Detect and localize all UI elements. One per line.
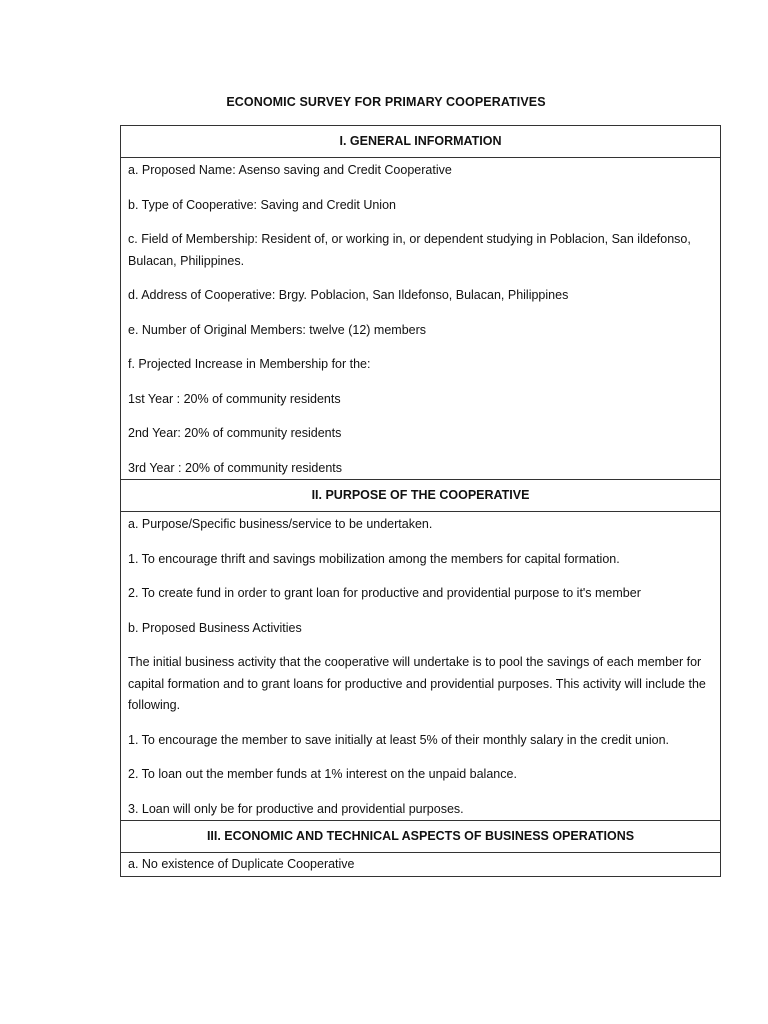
paragraph: b. Proposed Business Activities bbox=[128, 620, 302, 635]
paragraph: 2. To create fund in order to grant loan for productive and providential purpose to it's member bbox=[128, 586, 641, 600]
paragraph: 1. To encourage the member to save initially at least 5% of their monthly salary in the credit union. bbox=[128, 732, 670, 747]
section-body-economic-technical bbox=[121, 853, 721, 877]
survey-table bbox=[120, 125, 721, 877]
paragraph: f. Projected Increase in Membership for the: bbox=[128, 357, 371, 371]
section-body-row bbox=[121, 853, 721, 877]
paragraph: a. Purpose/Specific business/service to be undertaken. bbox=[128, 517, 433, 531]
paragraph: c. Field of Membership: Resident of, or working in, or dependent studying in Poblacion, San ildefonso, Bulacan, Philippines. bbox=[128, 232, 691, 268]
section-body-row bbox=[121, 512, 721, 821]
paragraph: 3rd Year : 20% of community residents bbox=[128, 460, 343, 475]
document-title: ECONOMIC SURVEY FOR PRIMARY COOPERATIVES bbox=[226, 95, 546, 109]
paragraph: 2nd Year: 20% of community residents bbox=[128, 426, 342, 440]
section-body-row bbox=[121, 158, 721, 480]
paragraph: 2. To loan out the member funds at 1% interest on the unpaid balance. bbox=[128, 767, 517, 781]
section-heading-general-information: I. GENERAL INFORMATION bbox=[121, 126, 721, 158]
section-heading-economic-technical: III. ECONOMIC AND TECHNICAL ASPECTS OF BUSINESS OPERATIONS bbox=[121, 821, 721, 853]
paragraph: 3. Loan will only be for productive and providential purposes. bbox=[128, 801, 464, 816]
section-header-row bbox=[121, 126, 721, 158]
section-header-row bbox=[121, 821, 721, 853]
paragraph: b. Type of Cooperative: Saving and Credit Union bbox=[128, 197, 396, 212]
paragraph: d. Address of Cooperative: Brgy. Poblacion, San Ildefonso, Bulacan, Philippines bbox=[128, 288, 569, 302]
paragraph: a. No existence of Duplicate Cooperative bbox=[128, 857, 355, 871]
paragraph: 1. To encourage thrift and savings mobilization among the members for capital formation. bbox=[128, 551, 620, 566]
paragraph: The initial business activity that the cooperative will undertake is to pool the savings of each member for capital formation and to grant loans for productive and providential purposes. This activity will include the following. bbox=[128, 655, 706, 712]
section-header-row bbox=[121, 480, 721, 512]
section-heading-purpose: II. PURPOSE OF THE COOPERATIVE bbox=[121, 480, 721, 512]
section-body-purpose bbox=[121, 512, 721, 821]
paragraph: 1st Year : 20% of community residents bbox=[128, 391, 341, 406]
paragraph: e. Number of Original Members: twelve (12) members bbox=[128, 322, 427, 337]
paragraph: a. Proposed Name: Asenso saving and Credit Cooperative bbox=[128, 163, 452, 177]
section-body-general-information bbox=[121, 158, 721, 480]
